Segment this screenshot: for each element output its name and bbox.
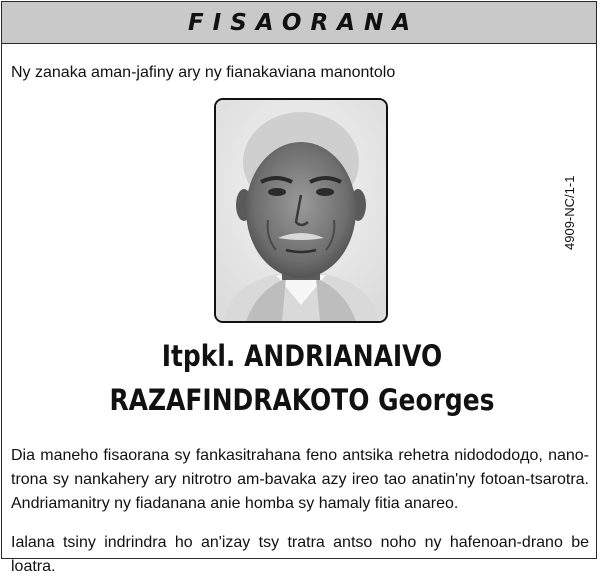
deceased-name-line-1: Itpkl. ANDRIANAIVO (161, 339, 443, 373)
apology-paragraph: Ialana tsiny indrindra ho an'izay tsy tratra antso noho ny hafenoan-drano be loatra. (11, 534, 589, 575)
portrait-image (216, 100, 386, 321)
reference-code: 4909-NC/1-1 (562, 175, 577, 250)
notice-header (2, 2, 596, 44)
notice-frame (1, 1, 597, 575)
deceased-name-line-2: RAZAFINDRAKOTO Georges (109, 383, 495, 417)
intro-line: Ny zanaka aman-jafiny ary ny fianakaviana manontolo (11, 64, 396, 81)
thanks-paragraph: Dia maneho fisaorana sy fankasitrahana feno antsika rehetra nidododoдо, nano-trona sy nankahery ary nitrotro am-bavaka azy ireo tao anatin'ny fotoan-tsarotra. Andriamanitry ny fiadanana anie homba sy hamaly fitia anareo. (11, 447, 589, 512)
notice-title: FISAORANA (187, 9, 420, 36)
portrait-photo (214, 98, 388, 323)
